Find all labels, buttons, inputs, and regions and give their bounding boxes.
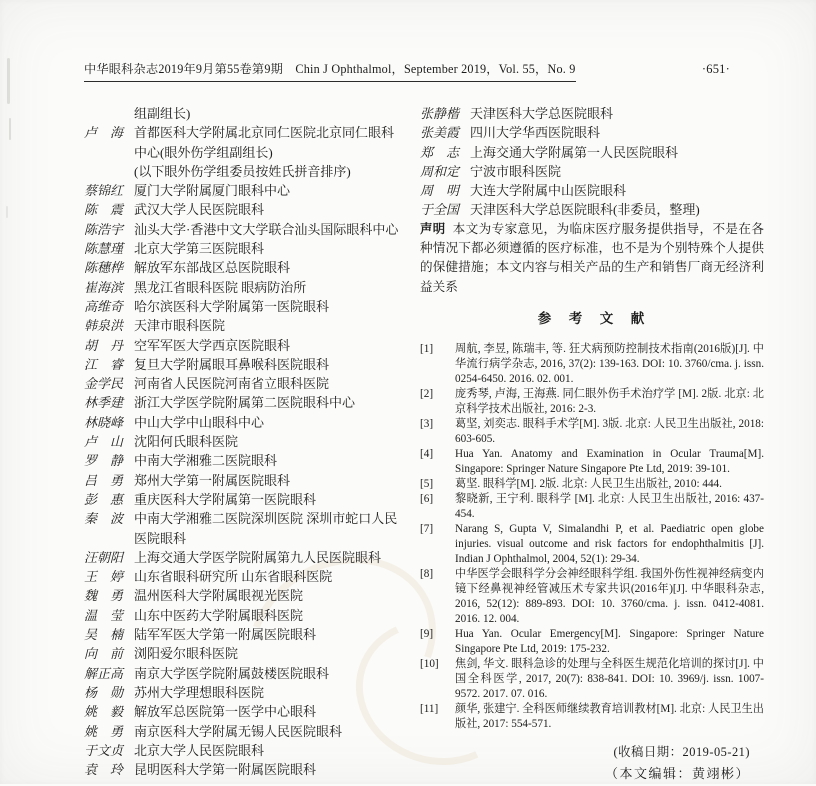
- reference-item: [420, 477, 764, 492]
- reference-label: [2]: [420, 387, 434, 400]
- member-affiliation-text: 解放军东部战区总医院眼科: [134, 260, 291, 276]
- member-affiliation-text: 郑州大学第一附属医院眼科: [134, 472, 291, 488]
- member-row: [84, 702, 410, 721]
- member-affiliation-text: 陆军军医大学第一附属医院眼科: [134, 627, 317, 643]
- member-affiliation-text: 空军军医大学西京医院眼科: [134, 337, 291, 353]
- member-affiliation: [134, 355, 410, 374]
- member-affiliation-text: 重庆医科大学附属第一医院眼科: [134, 491, 317, 507]
- member-row: [420, 104, 764, 123]
- reference-item: [420, 657, 764, 702]
- member-row: [84, 760, 410, 779]
- reference-item: [420, 492, 764, 522]
- member-affiliation: [134, 413, 410, 432]
- reference-label: [10]: [420, 657, 439, 670]
- member-row: [84, 413, 410, 432]
- member-affiliation-text: 黑龙江省眼科医院 眼病防治所: [134, 279, 307, 295]
- member-name: 卢 山: [84, 434, 124, 450]
- reference-text: 周航, 李昱, 陈瑞丰, 等. 狂犬病预防控制技术指南(2016版)[J]. 中华流行病学杂志, 2016, 37(2): 139-163. DOI: 10. 3760/cma. j. issn. 0254-6450. 2016. 02. 001.: [455, 342, 764, 385]
- member-affiliation: [470, 181, 764, 200]
- member-affiliation: [134, 548, 410, 567]
- member-affiliation: [134, 200, 410, 219]
- member-affiliation-text: 南京大学医学院附属鼓楼医院眼科: [134, 665, 330, 681]
- member-affiliation-text: 浏阳爱尔眼科医院: [134, 646, 239, 662]
- member-row: [84, 278, 410, 297]
- member-affiliation: [134, 586, 410, 605]
- member-row: [84, 181, 410, 200]
- member-name: 卢 海: [84, 125, 124, 141]
- member-name: 彭 惠: [84, 491, 124, 507]
- received-date-line: (收稿日期：2019-05-21): [613, 744, 750, 759]
- member-affiliation-text: 解放军总医院第一医学中心眼科: [134, 704, 317, 720]
- reference-item: [420, 702, 764, 732]
- reference-item: [420, 567, 764, 627]
- member-affiliation: [134, 490, 410, 509]
- member-affiliation: [134, 123, 410, 181]
- member-affiliation-text: 北京大学第三医院眼科: [134, 241, 265, 257]
- member-affiliation: [134, 181, 410, 200]
- member-affiliation: [134, 278, 410, 297]
- reference-item: [420, 342, 764, 387]
- member-name: 张静楷: [420, 106, 460, 121]
- member-name: 胡 丹: [84, 337, 124, 353]
- member-row: [84, 722, 410, 741]
- member-name: 杨 勋: [84, 684, 124, 700]
- member-affiliation-text: 首都医科大学附属北京同仁医院北京同仁眼科: [134, 125, 395, 141]
- member-affiliation: [134, 393, 410, 412]
- member-row: [84, 471, 410, 490]
- member-affiliation: [134, 702, 410, 721]
- reference-text: 黎晓新, 王宁利. 眼科学 [M]. 北京: 人民卫生出版社, 2016: 437-454.: [455, 492, 764, 520]
- member-name: 于文贞: [84, 742, 124, 758]
- member-affiliation-text: 北京大学人民医院眼科: [134, 742, 265, 758]
- member-row: [420, 200, 764, 219]
- member-name: 温 莹: [84, 607, 124, 623]
- article-footer: [420, 742, 764, 785]
- member-affiliation-text: 天津医科大学总医院眼科(非委员，整理): [470, 202, 700, 218]
- member-affiliation-text: 沈阳何氏眼科医院: [134, 434, 239, 450]
- member-affiliation-text: 中山大学中山眼科中心: [134, 414, 265, 430]
- member-row: [84, 586, 410, 605]
- member-name: 崔海滨: [84, 279, 124, 295]
- editor-line: （本文编辑：黄翊彬）: [604, 765, 750, 781]
- reference-text: 颜华, 张建宁. 全科医师继续教育培训教材[M]. 北京: 人民卫生出版社, 2017: 554-571.: [455, 702, 764, 730]
- member-affiliation: [134, 297, 410, 316]
- member-name: 于全国: [420, 202, 460, 218]
- member-name: 陈穗桦: [84, 260, 124, 276]
- member-affiliation: [134, 374, 410, 393]
- member-name: 陈浩宇: [84, 221, 124, 237]
- scan-artifact: [6, 206, 8, 218]
- reference-label: [7]: [420, 522, 434, 535]
- member-affiliation-text: 浙江大学医学院附属第二医院眼科中心: [134, 395, 356, 411]
- member-affiliation-text: 中南大学湘雅二医院眼科: [134, 453, 278, 469]
- member-affiliation: [470, 200, 764, 219]
- disclaimer-statement: [420, 220, 764, 297]
- member-row: [84, 451, 410, 470]
- member-affiliation: [134, 722, 410, 741]
- member-row: [84, 200, 410, 219]
- member-row: [84, 220, 410, 239]
- reference-text: 葛坚, 刘奕志. 眼科手术学[M]. 3版. 北京: 人民卫生出版社, 2018: 603-605.: [455, 417, 764, 445]
- member-name: 韩泉洪: [84, 318, 124, 334]
- member-list-left: [84, 123, 410, 779]
- member-row: [84, 567, 410, 586]
- member-affiliation-text: 中南大学湘雅二医院深圳医院 深圳市蛇口人民: [134, 511, 398, 527]
- right-column: [420, 104, 764, 785]
- member-name: 姚 毅: [84, 704, 124, 720]
- member-name: 解正高: [84, 665, 124, 681]
- references-title: 参 考 文 献: [537, 310, 647, 326]
- member-affiliation: [134, 316, 410, 335]
- member-row: [84, 741, 410, 760]
- member-affiliation: [470, 162, 764, 181]
- member-row: [84, 490, 410, 509]
- member-affiliation: [134, 336, 410, 355]
- member-name: 汪朝阳: [84, 549, 124, 565]
- reference-text: 庞秀琴, 卢海, 王海燕. 同仁眼外伤手术治疗学 [M]. 2版. 北京: 北京科学技术出版社, 2016: 2-3.: [455, 387, 764, 415]
- member-name: 姚 勇: [84, 723, 124, 739]
- member-affiliation: [134, 664, 410, 683]
- scan-artifact: [7, 58, 10, 104]
- member-row: [420, 181, 764, 200]
- member-affiliation-text: 上海交通大学医学院附属第九人民医院眼科: [134, 549, 382, 565]
- member-name: 金学民: [84, 376, 124, 392]
- statement-label: 声明: [420, 221, 446, 236]
- reference-text: 焦剑, 华文. 眼科急诊的处理与全科医生规范化培训的探讨[J]. 中国全科医学, 2017, 20(7): 838-841. DOI: 10. 3969/j. issn. 1007-9572. 2017. 07. 016.: [455, 657, 764, 700]
- member-affiliation: [470, 143, 764, 162]
- reference-item: [420, 447, 764, 477]
- member-affiliation: [470, 123, 764, 142]
- member-affiliation: [134, 606, 410, 625]
- member-row: [84, 683, 410, 702]
- member-affiliation-cont: 中心(眼外伤学组副组长): [134, 144, 273, 160]
- member-affiliation: [134, 509, 410, 548]
- member-affiliation: [134, 239, 410, 258]
- member-row: [84, 355, 410, 374]
- member-affiliation: [134, 258, 410, 277]
- reference-label: [11]: [420, 702, 439, 715]
- member-affiliation: [470, 104, 764, 123]
- reference-label: [4]: [420, 447, 434, 460]
- member-affiliation-text: 哈尔滨医科大学附属第一医院眼科: [134, 298, 330, 314]
- member-row: [84, 606, 410, 625]
- statement-text: 本文为专家意见，为临床医疗服务提供指导，不是在各种情况下都必须遵循的医疗标准，也不是为个别特殊个人提供的保健措施；本文内容与相关产品的生产和销售厂商无经济利益关系: [420, 221, 765, 294]
- member-affiliation: [134, 683, 410, 702]
- member-affiliation: [134, 741, 410, 760]
- member-list-right: [420, 104, 764, 220]
- member-affiliation-text: 苏州大学理想眼科医院: [134, 684, 265, 700]
- member-name: 魏 勇: [84, 588, 124, 604]
- member-affiliation: [134, 625, 410, 644]
- journal-title: 中华眼科杂志2019年9月第55卷第9期 Chin J Ophthalmol，September 2019，Vol. 55，No. 9: [84, 60, 576, 82]
- member-row: [84, 374, 410, 393]
- reference-list: [420, 342, 764, 732]
- member-affiliation-text: 武汉大学人民医院眼科: [134, 202, 265, 218]
- member-row: [84, 644, 410, 663]
- member-affiliation: [134, 644, 410, 663]
- member-name: 袁 玲: [84, 762, 124, 778]
- member-affiliation: [134, 220, 410, 239]
- member-affiliation-text: 南京医科大学附属无锡人民医院眼科: [134, 723, 343, 739]
- reference-text: Hua Yan. Ocular Emergency[M]. Singapore: Springer Nature Singapore Pte Ltd, 2019: 175-232.: [455, 627, 764, 655]
- member-affiliation-text: 四川大学华西医院眼科: [470, 125, 601, 141]
- reference-item: [420, 522, 764, 567]
- member-row: [84, 548, 410, 567]
- member-name: 向 前: [84, 646, 124, 662]
- member-affiliation-text: 上海交通大学附属第一人民医院眼科: [470, 144, 679, 160]
- reference-label: [1]: [420, 342, 434, 355]
- member-affiliation: [134, 471, 410, 490]
- reference-text: 葛坚. 眼科学[M]. 2版. 北京: 人民卫生出版社, 2010: 444.: [455, 477, 722, 490]
- reference-label: [6]: [420, 492, 434, 505]
- member-affiliation-cont: 医院眼科: [134, 530, 187, 546]
- member-row: [84, 393, 410, 412]
- member-name: 郑 志: [420, 144, 460, 160]
- member-affiliation: [134, 451, 410, 470]
- member-affiliation-text: 山东省眼科研究所 山东省眼科医院: [134, 569, 333, 585]
- member-row: [420, 143, 764, 162]
- member-affiliation: [134, 567, 410, 586]
- member-affiliation-text: 山东中医药大学附属眼科医院: [134, 607, 304, 623]
- reference-label: [8]: [420, 567, 434, 580]
- member-affiliation-text: 昆明医科大学第一附属医院眼科: [134, 762, 317, 778]
- page-header: [84, 60, 730, 82]
- member-name: 蔡锦红: [84, 183, 124, 199]
- reference-item: [420, 387, 764, 417]
- member-name: 秦 波: [84, 511, 124, 527]
- member-affiliation: [134, 760, 410, 779]
- member-name: 江 睿: [84, 356, 124, 372]
- reference-text: Hua Yan. Anatomy and Examination in Ocular Trauma[M]. Singapore: Springer Nature Singapore Pte Ltd, 2019: 39-101.: [455, 447, 764, 475]
- member-name: 高维奇: [84, 298, 124, 314]
- member-affiliation-text: 天津医科大学总医院眼科: [470, 106, 614, 121]
- member-affiliation: [134, 432, 410, 451]
- member-affiliation-text: 汕头大学·香港中文大学联合汕头国际眼科中心: [134, 221, 399, 237]
- member-name: 周 明: [420, 183, 460, 199]
- member-name: 林季建: [84, 395, 124, 411]
- member-name: 王 婷: [84, 569, 124, 585]
- member-row: [84, 316, 410, 335]
- member-row: [84, 336, 410, 355]
- member-affiliation-text: 温州医科大学附属眼视光医院: [134, 588, 304, 604]
- reference-item: [420, 417, 764, 447]
- member-name: 吕 勇: [84, 472, 124, 488]
- member-name: 罗 静: [84, 453, 124, 469]
- reference-item: [420, 627, 764, 657]
- reference-label: [9]: [420, 627, 434, 640]
- member-note: (以下眼外伤学组委员按姓氏拼音排序): [134, 163, 351, 179]
- member-affiliation-text: 复旦大学附属眼耳鼻喉科医院眼科: [134, 356, 330, 372]
- member-name: 张美霞: [420, 125, 460, 141]
- scan-artifact: [9, 118, 11, 140]
- member-name: 林晓峰: [84, 414, 124, 430]
- member-name: 吴 楠: [84, 627, 124, 643]
- page-number: ·651·: [701, 62, 730, 76]
- member-row: [84, 432, 410, 451]
- member-row: [84, 509, 410, 548]
- member-row: [84, 297, 410, 316]
- carryover-line: 组副组长): [134, 106, 191, 121]
- member-affiliation-text: 大连大学附属中山医院眼科: [470, 183, 627, 199]
- member-row: [420, 162, 764, 181]
- reference-text: 中华医学会眼科学分会神经眼科学组. 我国外伤性视神经病变内镜下经鼻视神经管减压术专家共识(2016年)[J]. 中华眼科杂志, 2016, 52(12): 889-893. DOI: 10. 3760/cma. j. issn. 0412-4081. 2016. 12. 004.: [455, 567, 764, 625]
- member-name: 陈 震: [84, 202, 124, 218]
- member-name: 周和定: [420, 163, 460, 179]
- member-affiliation-text: 天津市眼科医院: [134, 318, 226, 334]
- member-row: [84, 664, 410, 683]
- member-affiliation-text: 河南省人民医院河南省立眼科医院: [134, 376, 330, 392]
- reference-text: Narang S, Gupta V, Simalandhi P, et al. Paediatric open globe injuries. visual outcome and risk factors for endophthalmitis [J]. Indian J Ophthalmol, 2004, 52(1): 29-34.: [455, 522, 764, 565]
- member-row: [420, 123, 764, 142]
- reference-label: [5]: [420, 477, 434, 490]
- member-name: 陈慧瑾: [84, 241, 124, 257]
- member-row: [84, 258, 410, 277]
- member-row: [84, 239, 410, 258]
- member-row: [84, 123, 410, 181]
- left-column: [84, 104, 410, 779]
- reference-label: [3]: [420, 417, 434, 430]
- member-row: [84, 625, 410, 644]
- member-affiliation-text: 厦门大学附属厦门眼科中心: [134, 183, 291, 199]
- member-affiliation-text: 宁波市眼科医院: [470, 163, 562, 179]
